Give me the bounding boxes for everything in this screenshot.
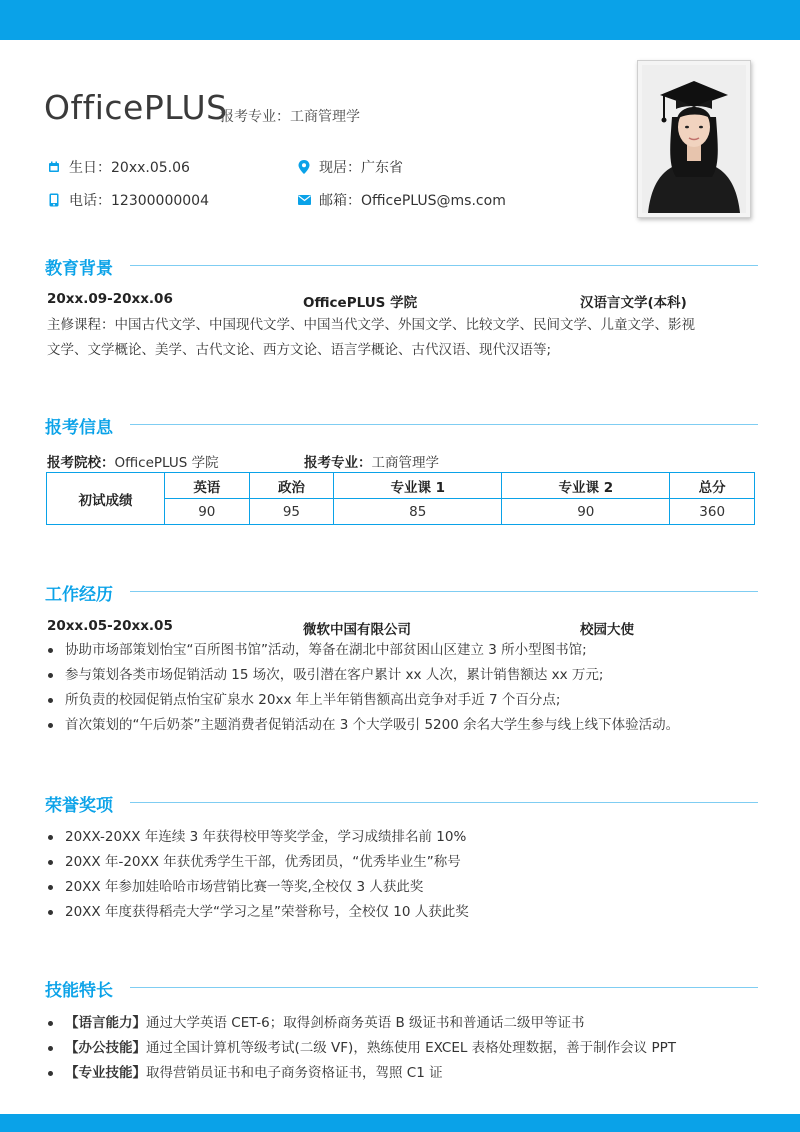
- work-heading: 工作经历: [45, 585, 113, 605]
- work-duties-list: [47, 638, 762, 738]
- honors-heading: 荣誉奖项: [45, 796, 113, 816]
- phone-icon: [47, 193, 61, 207]
- skill-item: [47, 1036, 762, 1061]
- score-major2: 90: [502, 499, 670, 525]
- education-period: 20xx.09-20xx.06: [47, 291, 173, 307]
- phone-text: 电话：12300000004: [69, 193, 209, 209]
- residence-info: [297, 157, 403, 177]
- location-pin-icon: [297, 160, 311, 174]
- work-period: 20xx.05-20xx.05: [47, 618, 173, 634]
- exam-score-table: [46, 472, 755, 525]
- score-col-major1: 专业课 1: [334, 473, 502, 499]
- education-heading: 教育背景: [45, 259, 113, 279]
- honor-item: 20XX 年-20XX 年获优秀学生干部，优秀团员，“优秀毕业生”称号: [47, 850, 762, 875]
- mail-icon: [297, 193, 311, 207]
- exam-school-value: OfficePLUS 学院: [114, 455, 219, 471]
- top-accent-bar: [0, 0, 800, 40]
- education-courses: [47, 313, 759, 363]
- exam-divider: [130, 424, 758, 425]
- score-row-header: 初试成绩: [47, 473, 165, 525]
- skill-label: 【语言能力】: [65, 1015, 146, 1031]
- calendar-icon: [47, 160, 61, 174]
- candidate-name: OfficePLUS: [44, 88, 228, 127]
- score-col-total: 总分: [670, 473, 755, 499]
- honor-item: 20XX 年参加娃哈哈市场营销比赛一等奖,全校仅 3 人获此奖: [47, 875, 762, 900]
- work-duty-item: 协助市场部策划怡宝“百所图书馆”活动，筹备在湖北中部贫困山区建立 3 所小型图书馆;: [47, 638, 762, 663]
- phone-info: [47, 190, 209, 210]
- score-col-politics: 政治: [249, 473, 334, 499]
- work-duty-item: 参与策划各类市场促销活动 15 场次，吸引潜在客户累计 xx 人次，累计销售额达 xx 万元;: [47, 663, 762, 688]
- email-info: [297, 190, 506, 210]
- bottom-accent-bar: [0, 1114, 800, 1132]
- skills-list: [47, 1011, 762, 1086]
- skills-divider: [130, 987, 758, 988]
- birth-info: [47, 157, 190, 177]
- score-politics: 95: [249, 499, 334, 525]
- graduate-portrait: [642, 65, 746, 213]
- score-total: 360: [670, 499, 755, 525]
- skill-text: 通过大学英语 CET-6；取得剑桥商务英语 B 级证书和普通话二级甲等证书: [146, 1015, 585, 1031]
- score-col-english: 英语: [165, 473, 250, 499]
- skill-item: [47, 1011, 762, 1036]
- honor-item: 20XX-20XX 年连续 3 年获得校甲等奖学金，学习成绩排名前 10%: [47, 825, 762, 850]
- skills-heading: 技能特长: [45, 981, 113, 1001]
- honor-item: 20XX 年度获得稻壳大学“学习之星”荣誉称号，全校仅 10 人获此奖: [47, 900, 762, 925]
- target-major-inline: 报考专业：工商管理学: [220, 109, 360, 125]
- work-duty-item: 首次策划的“午后奶茶”主题消费者促销活动在 3 个大学吸引 5200 余名大学生参与线上线下体验活动。: [47, 713, 762, 738]
- honors-list: [47, 825, 762, 925]
- birth-text: 生日：20xx.05.06: [69, 160, 190, 176]
- exam-major: [304, 451, 439, 471]
- exam-school-label: 报考院校：: [47, 455, 115, 471]
- skill-label: 【专业技能】: [65, 1065, 146, 1081]
- education-school: OfficePLUS 学院: [303, 295, 418, 311]
- exam-heading: 报考信息: [45, 418, 113, 438]
- education-divider: [130, 265, 758, 266]
- exam-school: [47, 451, 219, 471]
- skill-item: [47, 1061, 762, 1086]
- exam-major-value: 工商管理学: [371, 455, 439, 471]
- email-text: 邮箱：OfficePLUS@ms.com: [319, 193, 506, 209]
- score-header-row: [47, 473, 755, 499]
- work-company: 微软中国有限公司: [303, 622, 411, 638]
- work-divider: [130, 591, 758, 592]
- score-major1: 85: [334, 499, 502, 525]
- honors-divider: [130, 802, 758, 803]
- skill-text: 取得营销员证书和电子商务资格证书，驾照 C1 证: [146, 1065, 443, 1081]
- education-degree: 汉语言文学(本科): [580, 295, 687, 311]
- education-courses-line1: 主修课程：中国古代文学、中国现代文学、中国当代文学、外国文学、比较文学、民间文学、儿童文学、影视: [47, 317, 695, 333]
- score-col-major2: 专业课 2: [502, 473, 670, 499]
- education-courses-line2: 文学、文学概论、美学、古代文论、西方文论、语言学概论、古代汉语、现代汉语等;: [47, 342, 552, 358]
- work-role: 校园大使: [580, 622, 634, 638]
- profile-photo: [637, 60, 751, 218]
- skill-label: 【办公技能】: [65, 1040, 146, 1056]
- residence-text: 现居：广东省: [319, 160, 403, 176]
- score-english: 90: [165, 499, 250, 525]
- work-duty-item: 所负责的校园促销点怡宝矿泉水 20xx 年上半年销售额高出竞争对手近 7 个百分点;: [47, 688, 762, 713]
- exam-major-label: 报考专业：: [304, 455, 372, 471]
- skill-text: 通过全国计算机等级考试(二级 VF)，熟练使用 EXCEL 表格处理数据，善于制作会议 PPT: [146, 1040, 676, 1056]
